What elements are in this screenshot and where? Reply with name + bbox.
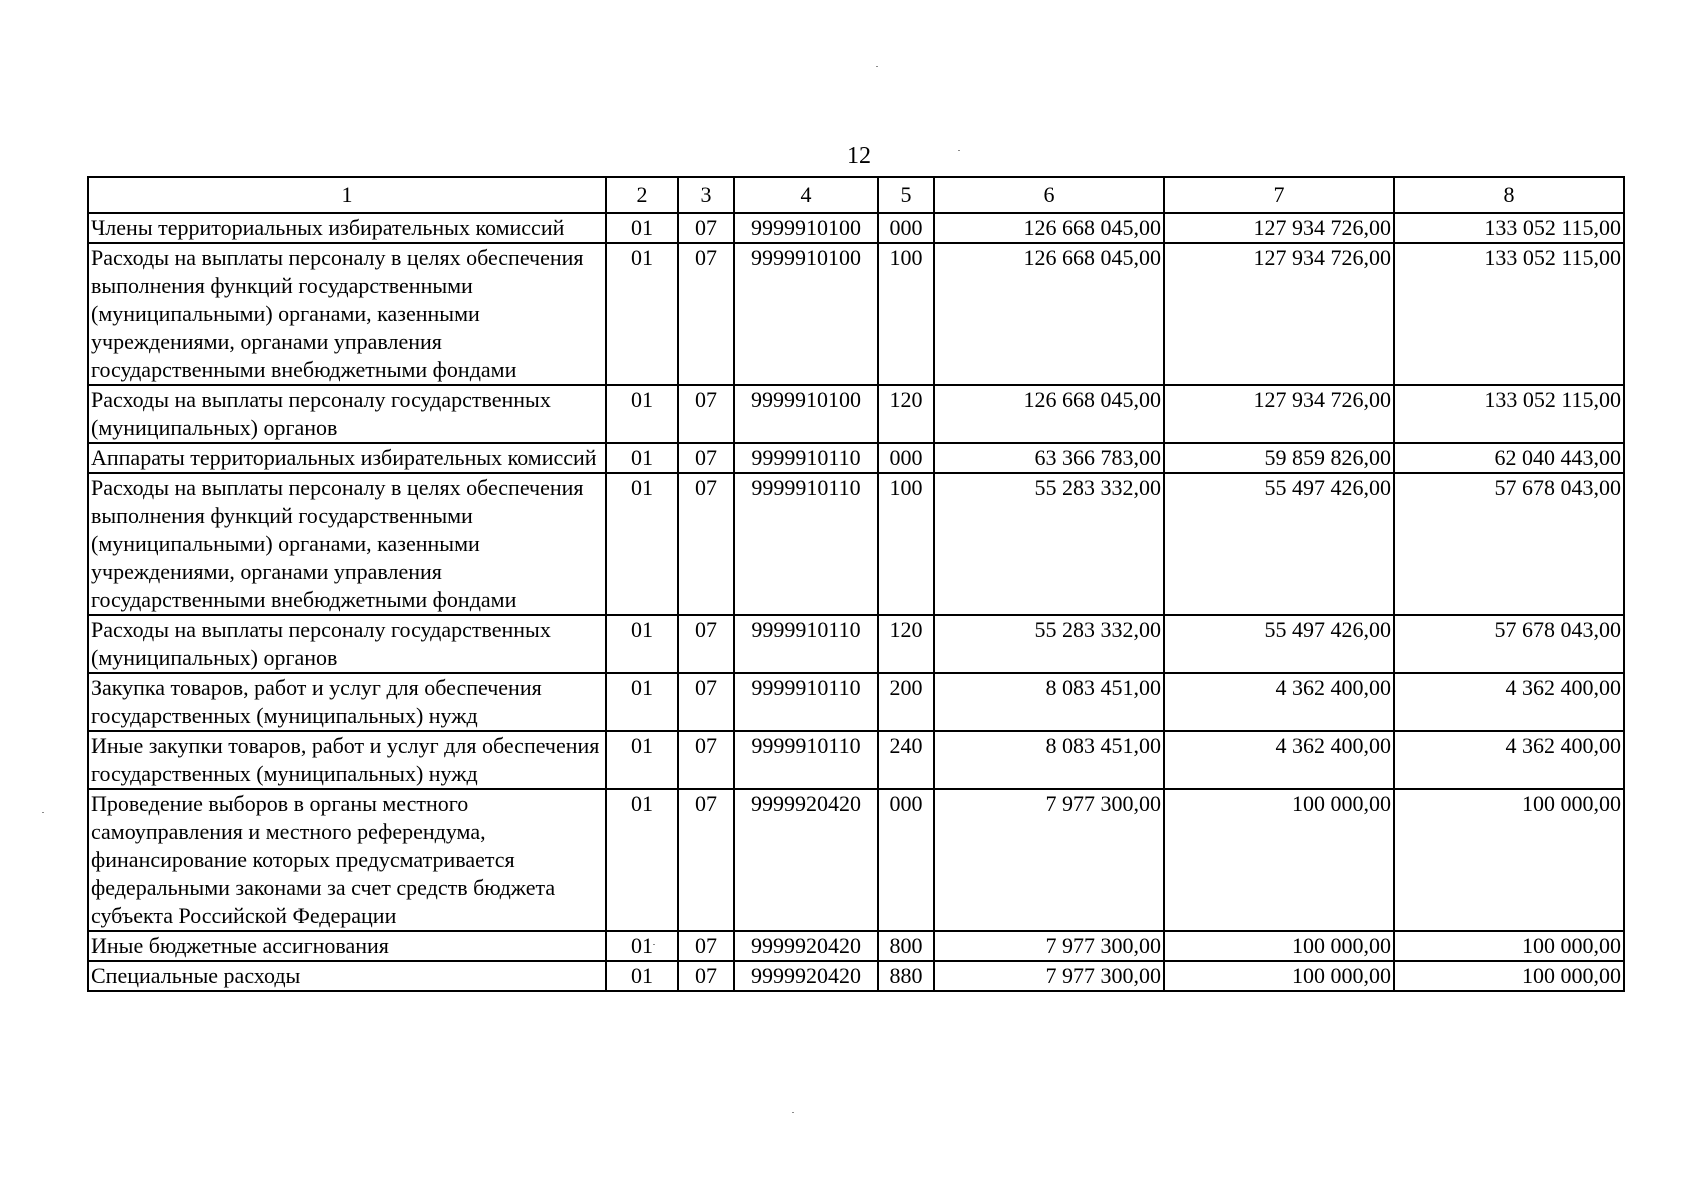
- row-name-cell: Расходы на выплаты персоналу государственных (муниципальных) органов: [88, 615, 606, 673]
- scan-speck: [653, 944, 655, 945]
- scan-speck: [42, 812, 44, 813]
- amount-year3-cell: 133 052 115,00: [1394, 243, 1624, 385]
- table-row: [88, 731, 1624, 789]
- subsection-code-cell: 07: [678, 443, 734, 473]
- amount-year1-cell: 126 668 045,00: [934, 243, 1164, 385]
- target-code-cell: 9999920420: [734, 961, 878, 991]
- amount-year2-cell: 59 859 826,00: [1164, 443, 1394, 473]
- row-name-cell: Расходы на выплаты персоналу в целях обеспечения выполнения функций государственными (муниципальными) органами, казенными учреждениями, органами управления государственными внебюджетными фондами: [88, 243, 606, 385]
- expense-type-cell: 880: [878, 961, 934, 991]
- row-name-cell: Расходы на выплаты персоналу в целях обеспечения выполнения функций государственными (муниципальными) органами, казенными учреждениями, органами управления государственными внебюджетными фондами: [88, 473, 606, 615]
- subsection-code-cell: 07: [678, 789, 734, 931]
- amount-year1-cell: 7 977 300,00: [934, 961, 1164, 991]
- amount-year2-cell: 55 497 426,00: [1164, 473, 1394, 615]
- row-name-cell: Закупка товаров, работ и услуг для обеспечения государственных (муниципальных) нужд: [88, 673, 606, 731]
- column-header: 1: [88, 177, 606, 213]
- section-code-cell: 01: [606, 443, 678, 473]
- amount-year3-cell: 100 000,00: [1394, 961, 1624, 991]
- expense-type-cell: 100: [878, 473, 934, 615]
- amount-year2-cell: 4 362 400,00: [1164, 731, 1394, 789]
- subsection-code-cell: 07: [678, 673, 734, 731]
- amount-year3-cell: 100 000,00: [1394, 789, 1624, 931]
- section-code-cell: 01: [606, 789, 678, 931]
- section-code-cell: 01: [606, 931, 678, 961]
- amount-year2-cell: 100 000,00: [1164, 931, 1394, 961]
- header-row: [88, 177, 1624, 213]
- subsection-code-cell: 07: [678, 615, 734, 673]
- target-code-cell: 9999910100: [734, 243, 878, 385]
- expense-type-cell: 000: [878, 789, 934, 931]
- target-code-cell: 9999910110: [734, 673, 878, 731]
- target-code-cell: 9999910110: [734, 731, 878, 789]
- amount-year1-cell: 126 668 045,00: [934, 385, 1164, 443]
- subsection-code-cell: 07: [678, 213, 734, 243]
- amount-year3-cell: 57 678 043,00: [1394, 473, 1624, 615]
- target-code-cell: 9999910100: [734, 385, 878, 443]
- row-name-cell: Расходы на выплаты персоналу государственных (муниципальных) органов: [88, 385, 606, 443]
- page-number: 12: [847, 143, 871, 169]
- table-row: [88, 961, 1624, 991]
- target-code-cell: 9999910110: [734, 473, 878, 615]
- section-code-cell: 01: [606, 473, 678, 615]
- target-code-cell: 9999910110: [734, 443, 878, 473]
- subsection-code-cell: 07: [678, 385, 734, 443]
- amount-year1-cell: 63 366 783,00: [934, 443, 1164, 473]
- column-header: 7: [1164, 177, 1394, 213]
- subsection-code-cell: 07: [678, 243, 734, 385]
- section-code-cell: 01: [606, 615, 678, 673]
- amount-year3-cell: 4 362 400,00: [1394, 673, 1624, 731]
- amount-year1-cell: 7 977 300,00: [934, 789, 1164, 931]
- row-name-cell: Члены территориальных избирательных комиссий: [88, 213, 606, 243]
- target-code-cell: 9999910100: [734, 213, 878, 243]
- table-row: [88, 385, 1624, 443]
- table-body: [88, 213, 1624, 991]
- section-code-cell: 01: [606, 213, 678, 243]
- row-name-cell: Проведение выборов в органы местного самоуправления и местного референдума, финансирование которых предусматривается федеральными законами за счет средств бюджета субъекта Российской Федерации: [88, 789, 606, 931]
- table-row: [88, 243, 1624, 385]
- subsection-code-cell: 07: [678, 473, 734, 615]
- table-row: [88, 615, 1624, 673]
- scan-speck: [958, 150, 960, 151]
- budget-table: [87, 176, 1625, 992]
- amount-year2-cell: 127 934 726,00: [1164, 243, 1394, 385]
- amount-year2-cell: 4 362 400,00: [1164, 673, 1394, 731]
- target-code-cell: 9999920420: [734, 931, 878, 961]
- table-row: [88, 931, 1624, 961]
- amount-year3-cell: 62 040 443,00: [1394, 443, 1624, 473]
- amount-year1-cell: 55 283 332,00: [934, 615, 1164, 673]
- amount-year3-cell: 57 678 043,00: [1394, 615, 1624, 673]
- row-name-cell: Иные бюджетные ассигнования: [88, 931, 606, 961]
- amount-year1-cell: 8 083 451,00: [934, 673, 1164, 731]
- amount-year2-cell: 100 000,00: [1164, 789, 1394, 931]
- subsection-code-cell: 07: [678, 961, 734, 991]
- table-row: [88, 443, 1624, 473]
- table-row: [88, 673, 1624, 731]
- expense-type-cell: 120: [878, 385, 934, 443]
- expense-type-cell: 100: [878, 243, 934, 385]
- expense-type-cell: 120: [878, 615, 934, 673]
- section-code-cell: 01: [606, 961, 678, 991]
- expense-type-cell: 200: [878, 673, 934, 731]
- subsection-code-cell: 07: [678, 931, 734, 961]
- column-header: 4: [734, 177, 878, 213]
- table-row: [88, 213, 1624, 243]
- row-name-cell: Специальные расходы: [88, 961, 606, 991]
- scan-speck: [792, 1112, 794, 1113]
- expense-type-cell: 000: [878, 443, 934, 473]
- table-row: [88, 789, 1624, 931]
- amount-year2-cell: 100 000,00: [1164, 961, 1394, 991]
- amount-year3-cell: 4 362 400,00: [1394, 731, 1624, 789]
- expense-type-cell: 000: [878, 213, 934, 243]
- row-name-cell: Иные закупки товаров, работ и услуг для обеспечения государственных (муниципальных) нужд: [88, 731, 606, 789]
- amount-year3-cell: 100 000,00: [1394, 931, 1624, 961]
- amount-year1-cell: 55 283 332,00: [934, 473, 1164, 615]
- amount-year2-cell: 127 934 726,00: [1164, 213, 1394, 243]
- subsection-code-cell: 07: [678, 731, 734, 789]
- amount-year3-cell: 133 052 115,00: [1394, 385, 1624, 443]
- amount-year1-cell: 8 083 451,00: [934, 731, 1164, 789]
- scan-speck: [876, 66, 878, 67]
- row-name-cell: Аппараты территориальных избирательных комиссий: [88, 443, 606, 473]
- column-header: 3: [678, 177, 734, 213]
- expense-type-cell: 240: [878, 731, 934, 789]
- amount-year2-cell: 55 497 426,00: [1164, 615, 1394, 673]
- section-code-cell: 01: [606, 731, 678, 789]
- expense-type-cell: 800: [878, 931, 934, 961]
- amount-year1-cell: 126 668 045,00: [934, 213, 1164, 243]
- section-code-cell: 01: [606, 385, 678, 443]
- table-row: [88, 473, 1624, 615]
- column-header: 6: [934, 177, 1164, 213]
- section-code-cell: 01: [606, 673, 678, 731]
- column-header: 2: [606, 177, 678, 213]
- amount-year3-cell: 133 052 115,00: [1394, 213, 1624, 243]
- amount-year1-cell: 7 977 300,00: [934, 931, 1164, 961]
- section-code-cell: 01: [606, 243, 678, 385]
- target-code-cell: 9999910110: [734, 615, 878, 673]
- column-header: 8: [1394, 177, 1624, 213]
- amount-year2-cell: 127 934 726,00: [1164, 385, 1394, 443]
- column-header: 5: [878, 177, 934, 213]
- target-code-cell: 9999920420: [734, 789, 878, 931]
